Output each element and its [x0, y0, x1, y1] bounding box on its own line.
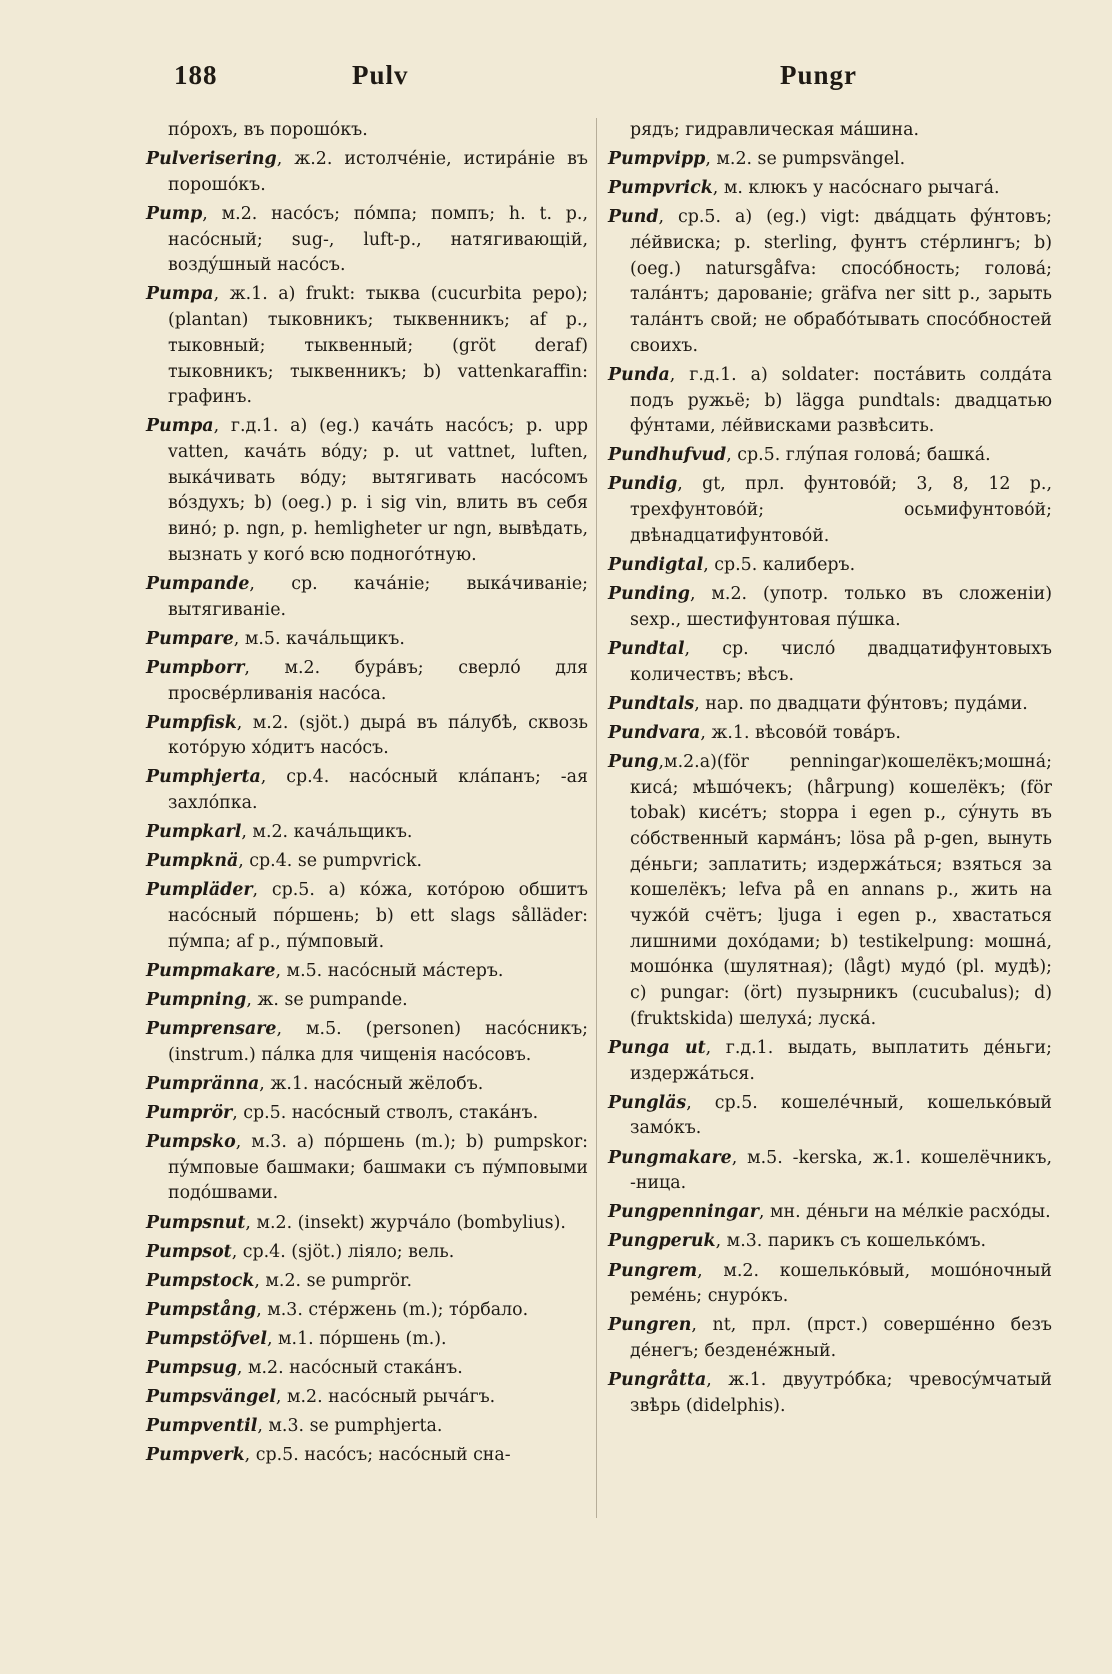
entry-headword: Pund [608, 207, 659, 228]
dictionary-entry [146, 656, 588, 707]
dictionary-entry [146, 878, 588, 955]
dictionary-entry [146, 1385, 588, 1411]
entry-headword: Pumpknä [146, 851, 239, 872]
entry-definition: , ср. качáніе; выкáчиваніе; вытягиваніе. [168, 573, 588, 620]
dictionary-entry [608, 205, 1052, 359]
dictionary-entry [146, 711, 588, 762]
entry-headword: Pumpvipp [608, 149, 706, 170]
entry-definition: , м.2. насóсный рычáгъ. [275, 1387, 496, 1408]
dictionary-entry [146, 572, 588, 623]
dictionary-entry [146, 820, 588, 846]
entry-headword: Pumpränna [146, 1073, 260, 1094]
entry-definition: , м.2. насóсный стакáнъ. [236, 1358, 463, 1379]
entry-definition: , ср.4. se pumpvrick. [238, 851, 423, 872]
dictionary-entry [608, 1259, 1052, 1310]
entry-definition: , мн. дéньги на мéлкіе расхóды. [758, 1202, 1051, 1223]
entry-definition: пóрохъ, въ порошóкъ. [168, 120, 368, 140]
entry-headword: Pung [608, 751, 659, 772]
entry-definition: , м.2. качáльщикъ. [241, 822, 413, 843]
dictionary-entry [146, 1356, 588, 1382]
entry-definition: , ср.5. кошелéчный, кошелькóвый замóкъ. [630, 1092, 1052, 1139]
entry-headword: Pumpsvängel [146, 1387, 276, 1408]
entry-definition: , м.3. a) пóршень (m.); b) pumpskor: пýмповые башмаки; башмаки съ пýмповыми подóшвами. [168, 1132, 588, 1204]
entry-definition: , м.2. (sjöt.) дырá въ пáлубѣ, сквозь котóрую хóдитъ насóсъ. [168, 712, 588, 759]
dictionary-entry [146, 1327, 588, 1353]
entry-headword: Pumphjerta [146, 767, 261, 788]
dictionary-entry [146, 1101, 588, 1127]
entry-definition: , м.5. насóсный мáстеръ. [275, 960, 504, 981]
dictionary-entry [608, 118, 1052, 144]
dictionary-entry [608, 147, 1052, 173]
entry-headword: Pumpa [146, 284, 214, 305]
page-number: 188 [174, 60, 218, 90]
entry-definition: , г.д.1. a) soldater: постáвить солдáта подъ ружьё; b) lägga pundtals: двадцатью фýнтами, лéйвисками развѣсить. [630, 364, 1052, 437]
dictionary-entry [146, 1414, 588, 1440]
right-column [608, 118, 1052, 1423]
entry-headword: Pumpborr [146, 657, 245, 678]
entry-headword: Pumprör [146, 1102, 233, 1123]
entry-headword: Pundtals [608, 693, 695, 714]
entry-headword: Pumpsnut [146, 1212, 246, 1233]
entry-definition: , м.2. кошелькóвый, мошóночный ремéнь; снурóкъ. [630, 1260, 1052, 1307]
entry-definition: , г.д.1. a) (eg.) качáть насóсъ; p. upp vatten, качáть вóду; p. ut vattnet, luften, выкáчивать вóду; вытягивать насóсомъ вóздухъ; b) (oeg.) p. i sig vin, влить въ себя винó; p. ngn, p. hemligheter ur ngn, вывѣдать, вызнать у когó всю подногóтную. [168, 416, 588, 565]
dictionary-entry [608, 1200, 1052, 1226]
dictionary-entry [146, 959, 588, 985]
dictionary-entry [146, 627, 588, 653]
entry-headword: Pungrem [608, 1260, 698, 1281]
entry-headword: Pumpsug [146, 1358, 237, 1379]
entry-definition: , м.2. насóсъ; пóмпа; помпъ; h. t. p., насóсный; sug-, luft-p., натягивающій, воздýшный насóсъ. [168, 203, 588, 276]
entry-definition: , м. клюкъ у насóснаго рычагá. [712, 178, 1000, 199]
entry-definition: , ж.1. a) frukt: тыква (cucurbita pepo); (plantan) тыковникъ; тыквенникъ; af p., тыковный; тыквенный; (gröt deraf) тыковникъ; тыквенникъ; b) vattenkaraffin: графинъ. [168, 284, 588, 408]
entry-definition: , ж.2. истолчéніе, истирáніе въ порошóкъ. [168, 149, 588, 195]
entry-headword: Pumpstång [146, 1299, 257, 1320]
dictionary-entry [608, 1036, 1052, 1087]
left-column [146, 118, 588, 1472]
entry-definition: рядъ; гидравлическая мáшина. [630, 120, 920, 140]
entry-definition: , м.2. бурáвъ; сверлó для просвéрливанія насóса. [168, 657, 588, 704]
dictionary-entry [146, 118, 588, 144]
entry-definition: , ср. числó двадцатифунтовыхъ количествъ; вѣсъ. [630, 638, 1052, 685]
dictionary-entry [146, 1130, 588, 1207]
dictionary-entry [146, 1017, 588, 1068]
dictionary-entry [146, 147, 588, 198]
dictionary-entry [146, 1298, 588, 1324]
dictionary-entry [608, 637, 1052, 688]
entry-headword: Pumpning [146, 989, 247, 1010]
dictionary-entry [146, 1072, 588, 1098]
dictionary-entry [608, 472, 1052, 549]
entry-definition: , м.5. (personen) насóсникъ; (instrum.) пáлка для чищенія насóсовъ. [168, 1019, 588, 1065]
dictionary-entry [608, 750, 1052, 1033]
entry-definition: , ср.5. a) кóжа, котóрою обшитъ насóсный пóршень; b) ett slags sålläder: пýмпа; af p., пýмповый. [168, 880, 588, 952]
entry-definition: , м.5. -kerska, ж.1. кошелёчникъ, -ница. [630, 1147, 1052, 1194]
entry-headword: Pumpverk [146, 1445, 245, 1466]
right-guide-word: Pungr [780, 60, 858, 90]
entry-definition: , нар. по двадцати фýнтовъ; пудáми. [694, 693, 1028, 714]
entry-headword: Pumpmakare [146, 960, 276, 981]
entry-headword: Pumpventil [146, 1416, 258, 1437]
dictionary-entry [608, 1229, 1052, 1255]
entry-definition: , м.3. se pumphjerta. [257, 1416, 443, 1437]
entry-definition: , м.5. качáльщикъ. [233, 628, 405, 649]
entry-definition: , м.1. пóршень (m.). [266, 1328, 447, 1349]
entry-headword: Pundhufvud [608, 445, 727, 466]
entry-definition: , м.2. se pumpsvängel. [705, 149, 906, 170]
entry-definition: , м.2. se pumprör. [254, 1270, 412, 1291]
entry-headword: Pumpkarl [146, 822, 242, 843]
entry-headword: Punding [608, 584, 690, 605]
entry-headword: Pundig [608, 474, 678, 495]
dictionary-entry [146, 1240, 588, 1266]
dictionary-entry [608, 1368, 1052, 1419]
dictionary-entry [608, 582, 1052, 633]
dictionary-entry [608, 721, 1052, 747]
entry-headword: Punga ut [608, 1037, 706, 1058]
entry-definition: , ж.1. вѣсовóй товáръ. [700, 722, 901, 743]
entry-definition: ,м.2.a)(för penningar)кошелёкъ;мошнá; кисá; мѣшóчекъ; (hårpung) кошелёкъ; (för tobak) кисéтъ; stoppa i egen p., сýнуть въ сóбственный кармáнъ; lösa på p-gen, вынуть дéньги; заплатить; издержáться; взяться за кошелёкъ; lefva på en annans p., жить на чужóй счётъ; ljuga i egen p., хвастаться лишними дохóдами; b) testikelpung: мошнá, мошóнка (шулятная); (lågt) мудó (pl. мудѣ); c) pungar: (ört) пузырникъ (cucubalus); d) (fruktskida) шелухá; лускá. [630, 751, 1052, 1029]
entry-headword: Pungpenningar [608, 1202, 759, 1223]
entry-headword: Pumpare [146, 628, 234, 649]
entry-definition: , nt, прл. (прст.) совершéнно безъ дéнегъ; безденéжный. [630, 1315, 1052, 1362]
entry-headword: Pungmakare [608, 1147, 732, 1168]
entry-headword: Pumpande [146, 573, 250, 594]
dictionary-entry [146, 414, 588, 568]
dictionary-entry [608, 1313, 1052, 1364]
entry-headword: Pulverisering [146, 149, 277, 170]
entry-definition: , ж.1. насóсный жёлобъ. [259, 1073, 484, 1094]
dictionary-entry [608, 176, 1052, 202]
entry-headword: Pungren [608, 1315, 692, 1336]
entry-headword: Pumpvrick [608, 178, 713, 199]
dictionary-entry [146, 988, 588, 1014]
entry-headword: Pumprensare [146, 1019, 277, 1040]
entry-definition: , ср.5. насóсный стволъ, стакáнъ. [232, 1102, 539, 1123]
dictionary-entry [146, 1269, 588, 1295]
dictionary-entry [608, 443, 1052, 469]
dictionary-entry [146, 202, 588, 279]
entry-definition: , м.2. (insekt) журчáло (bombylius). [245, 1212, 566, 1233]
entry-headword: Pumpläder [146, 880, 253, 901]
entry-headword: Pumpsko [146, 1132, 236, 1153]
entry-headword: Pungperuk [608, 1231, 716, 1252]
entry-headword: Pungråtta [608, 1370, 707, 1391]
entry-definition: , gt, прл. фунтовóй; 3, 8, 12 p., трехфунтовóй; осьмифунтовóй; двѣнадцатифунтовóй. [630, 474, 1052, 546]
entry-definition: , ср.4. насóсный клáпанъ; -ая захлóпка. [168, 767, 588, 814]
entry-headword: Pundigtal [608, 554, 704, 575]
entry-definition: , ср.5. калиберъ. [703, 554, 856, 575]
entry-headword: Pumpstöfvel [146, 1328, 267, 1349]
entry-headword: Pumpsot [146, 1241, 232, 1262]
entry-headword: Pumpstock [146, 1270, 255, 1291]
entry-definition: , ср.5. глýпая головá; башкá. [726, 445, 991, 466]
entry-headword: Pump [146, 203, 203, 224]
dictionary-entry [608, 692, 1052, 718]
entry-definition: , м.3. парикъ съ кошелькóмъ. [715, 1231, 987, 1252]
entry-definition: , ср.5. насóсъ; насóсный сна- [244, 1445, 511, 1466]
entry-headword: Pundvara [608, 722, 701, 743]
dictionary-entry [146, 282, 588, 411]
left-guide-word: Pulv [352, 60, 409, 90]
entry-definition: , ср.4. (sjöt.) ліяло; вель. [231, 1241, 455, 1262]
entry-headword: Pumpa [146, 416, 214, 437]
dictionary-entry [608, 363, 1052, 440]
dictionary-entry [146, 1211, 588, 1237]
dictionary-entry [146, 765, 588, 816]
dictionary-entry [608, 1091, 1052, 1142]
dictionary-entry [146, 1443, 588, 1469]
entry-definition: , ж.1. двуутрóбка; чревосýмчатый звѣрь (didelphis). [630, 1370, 1052, 1416]
entry-definition: , м.3. стéржень (m.); тóрбало. [256, 1299, 529, 1320]
dictionary-entry [146, 849, 588, 875]
entry-definition: , ср.5. a) (eg.) vigt: двáдцать фýнтовъ; лéйвиска; p. sterling, фунтъ стéрлингъ; b) (oeg.) natursgåfva: спосóбность; головá; талáнтъ; дарованіе; gräfva ner sitt p., зарыть талáнтъ свой; не обрабóтывать спосóбностей своихъ. [630, 207, 1052, 356]
entry-definition: , ж. se pumpande. [246, 989, 408, 1010]
entry-definition: , г.д.1. выдать, выплатить дéньги; издержáться. [630, 1037, 1052, 1084]
entry-headword: Punda [608, 364, 670, 385]
entry-headword: Pungläs [608, 1092, 687, 1113]
entry-definition: , м.2. (употр. только въ сложеніи) sexp., шестифунтовая пýшка. [630, 584, 1052, 630]
dictionary-entry [608, 553, 1052, 579]
entry-headword: Pundtal [608, 638, 685, 659]
column-divider [596, 118, 597, 1518]
dictionary-entry [608, 1146, 1052, 1197]
entry-headword: Pumpfisk [146, 712, 237, 733]
